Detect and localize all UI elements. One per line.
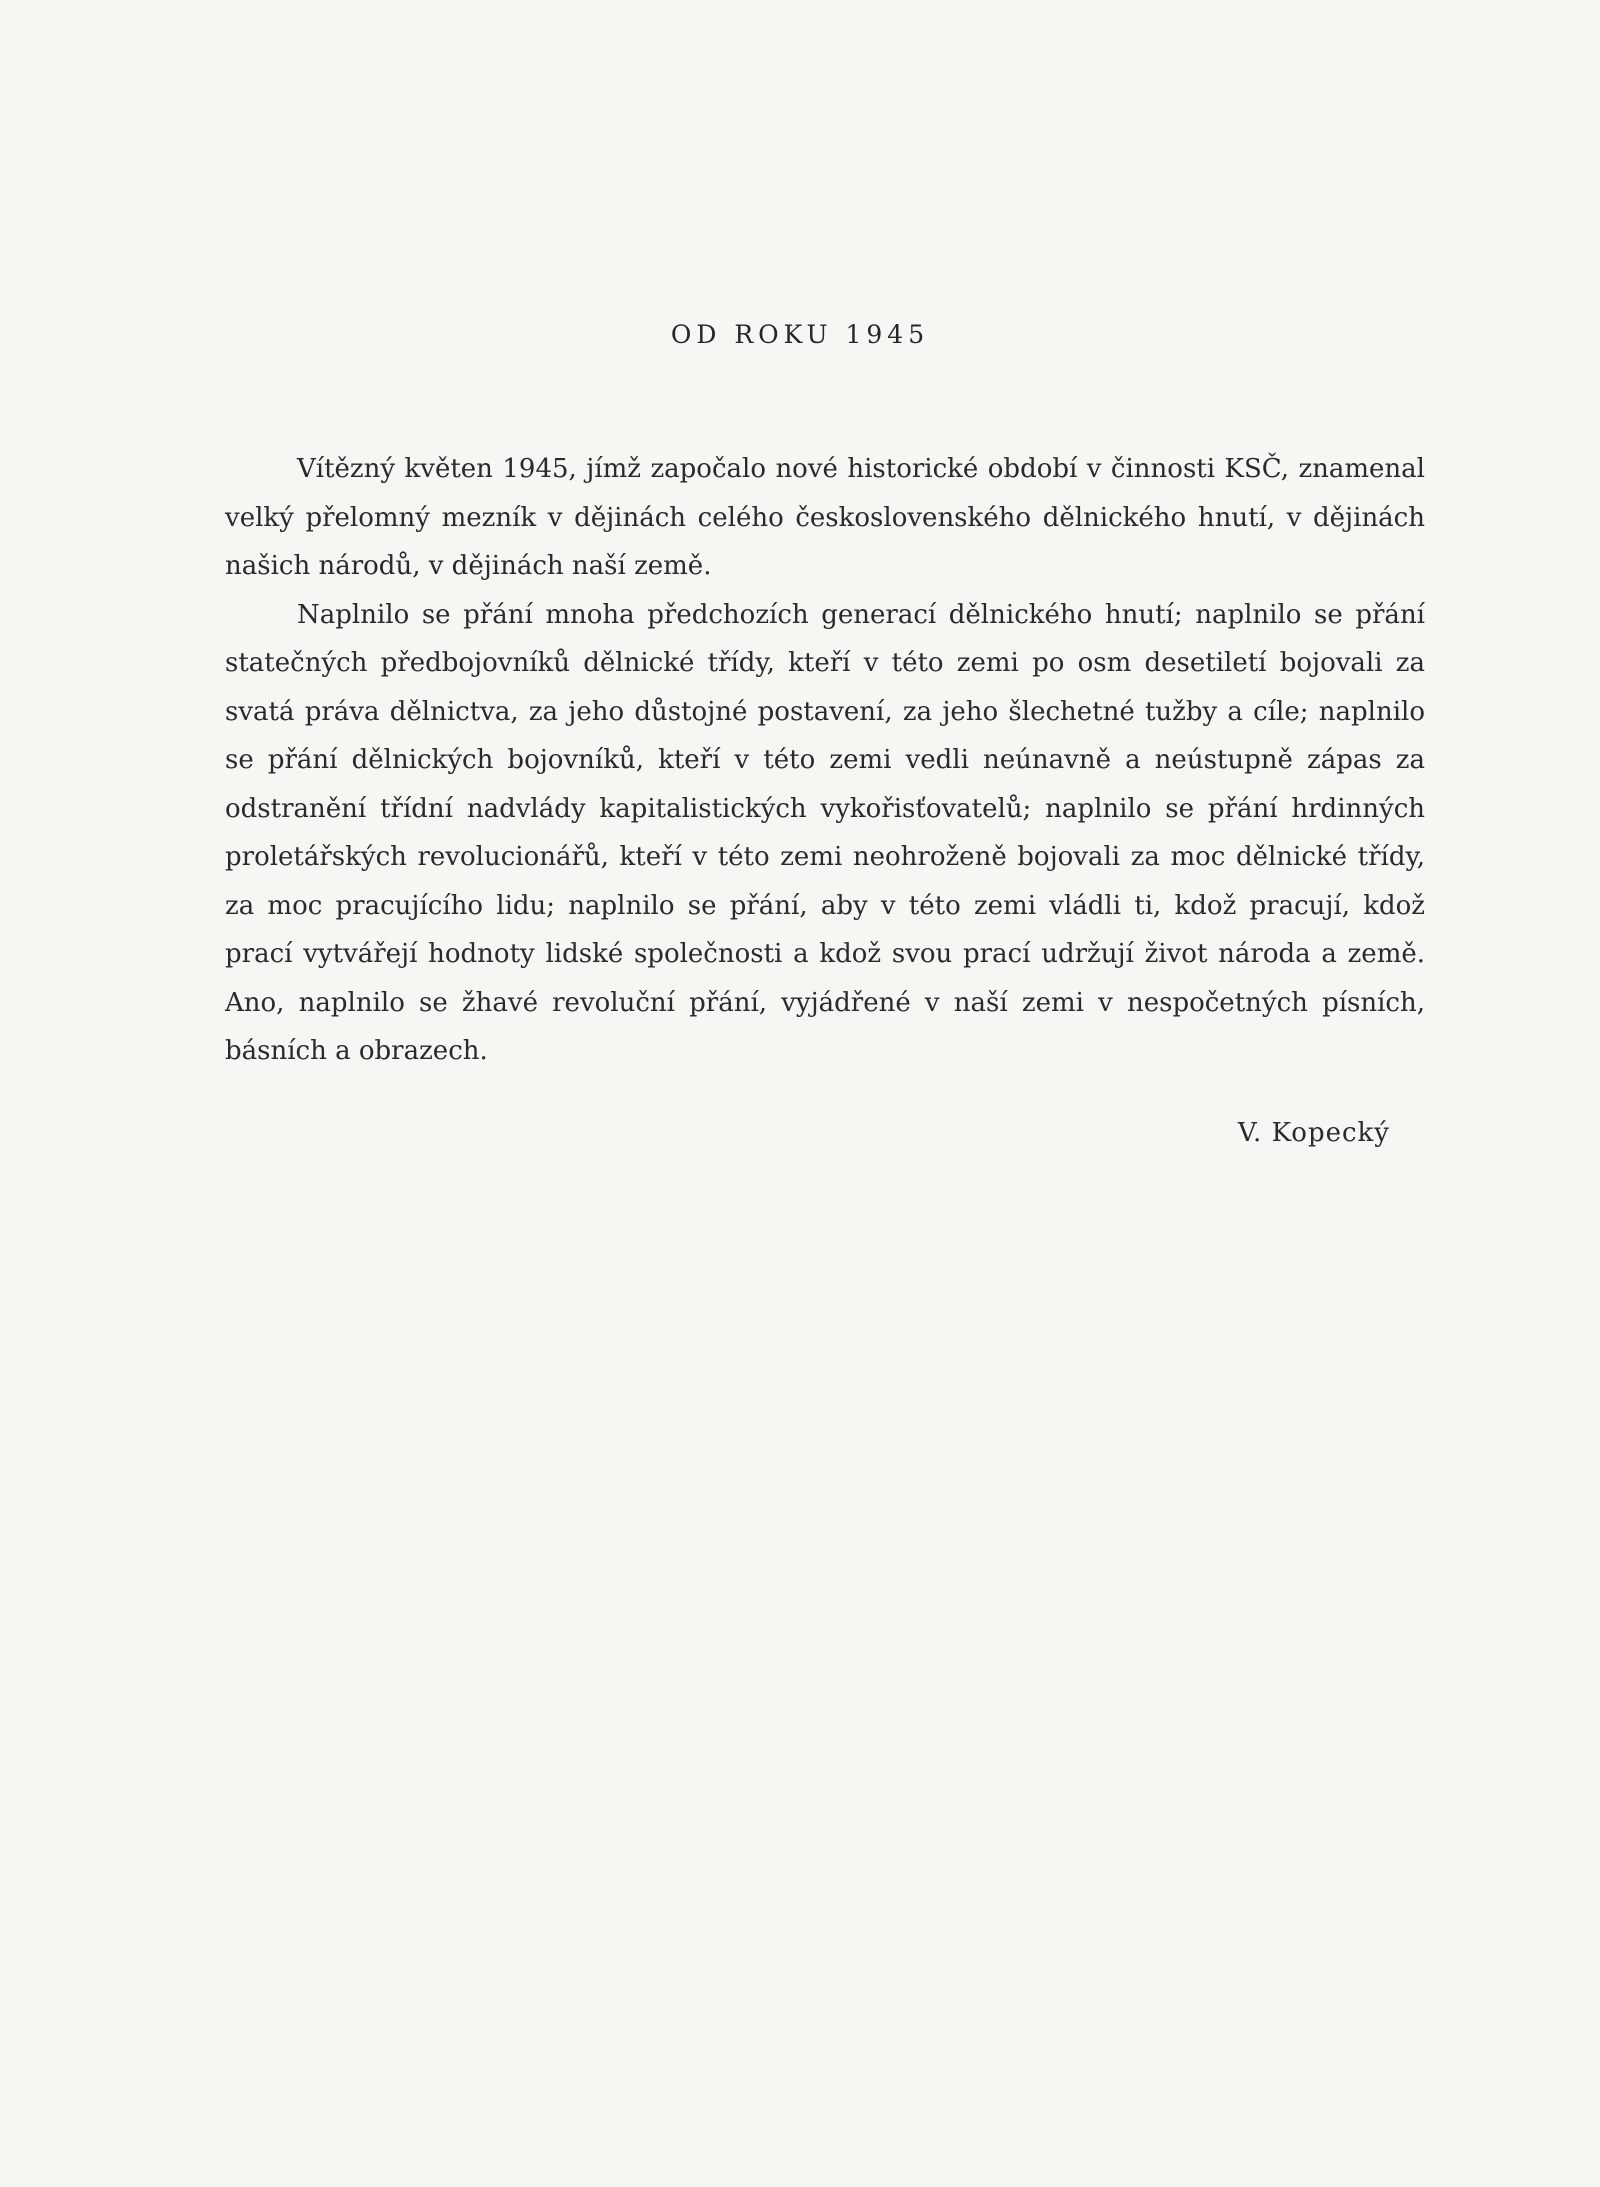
paragraph: Vítězný květen 1945, jímž započalo nové historické období v činnosti KSČ, znamenal velký přelomný mezník v dějinách celého československého dělnického hnutí, v dějinách našich národů, v dějinách naší země. [225, 454, 1425, 581]
body-text [225, 445, 1425, 1076]
paragraph: Naplnilo se přání mnoha předchozích generací dělnického hnutí; naplnilo se přání statečných předbojovníků dělnické třídy, kteří v této zemi po osm desetiletí bojovali za svatá práva dělnictva, za jeho důstojné postavení, za jeho šlechetné tužby a cíle; naplnilo se přání dělnických bojovníků, kteří v této zemi vedli neúnavně a neústupně zápas za odstranění třídní nadvlády kapitalistických vykořisťovatelů; naplnilo se přání hrdinných proletářských revolucionářů, kteří v této zemi neohroženě bojovali za moc dělnické třídy, za moc pracujícího lidu; naplnilo se přání, aby v této zemi vládli ti, kdož pracují, kdož prací vytvářejí hodnoty lidské společnosti a kdož svou prací udržují život národa a země. Ano, naplnilo se žhavé revoluční přání, vyjádřené v naší zemi v nespočetných písních, básních a obrazech. [225, 599, 1425, 1066]
author-signature: V. Kopecký [1237, 1118, 1390, 1148]
page-title: OD ROKU 1945 [670, 320, 930, 349]
